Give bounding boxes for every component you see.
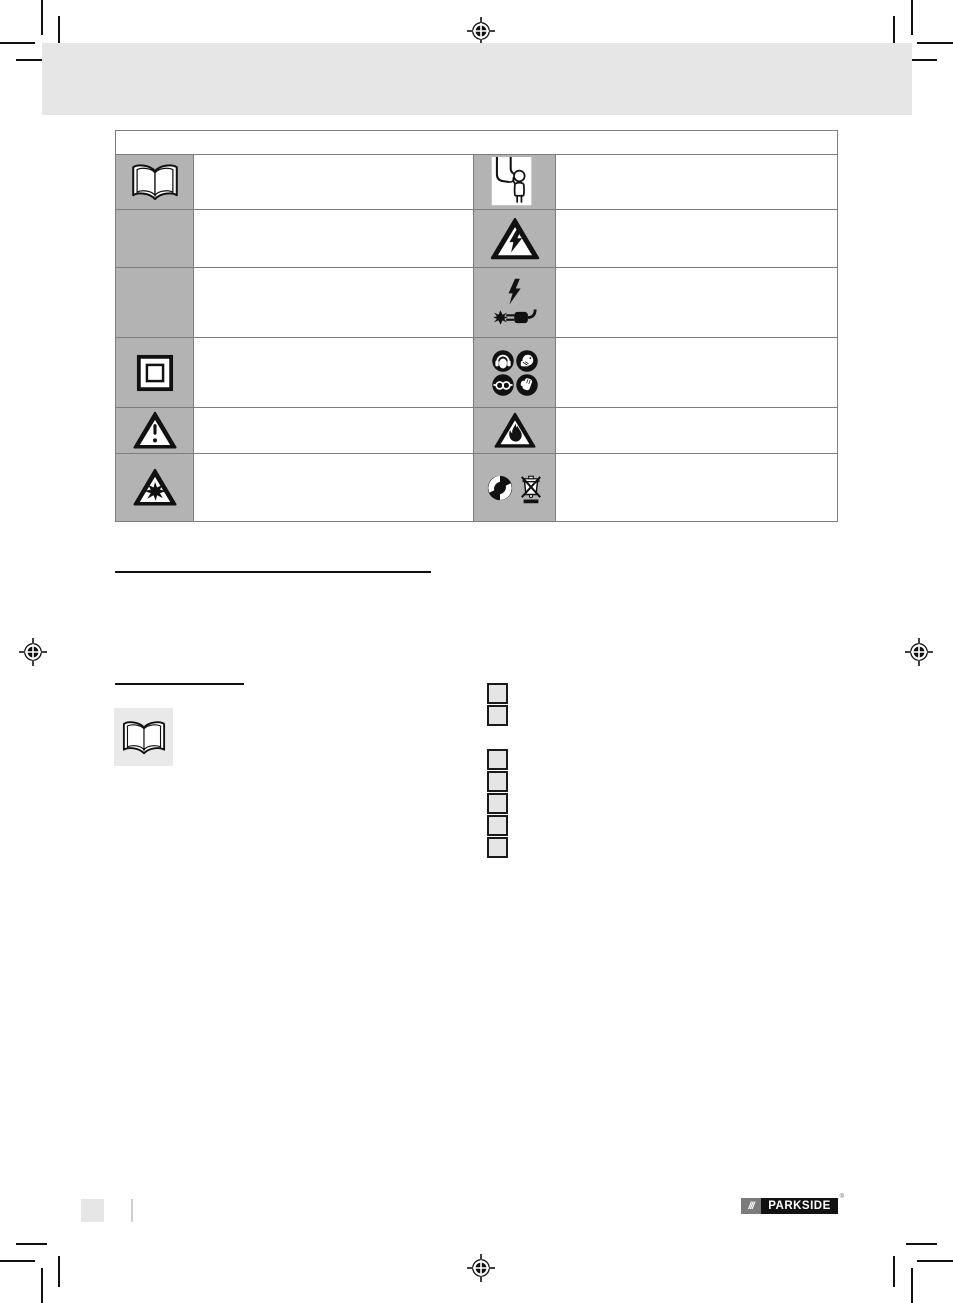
registration-mark-icon [904,637,934,667]
logo-slashes: /// [741,1198,761,1214]
trim-mark [893,1256,895,1287]
callout-square [487,837,508,858]
explosion-hazard-icon [132,467,178,508]
trim-mark [917,42,953,44]
manual-note-box [114,708,173,766]
protection-class-ii-icon [136,354,174,392]
symbol-cell-empty [116,210,194,268]
trim-mark [911,0,913,35]
trim-mark [58,1256,60,1287]
trim-mark [911,1268,913,1303]
symbol-cell-fire-hazard [474,408,556,454]
section-heading-rule [115,571,431,573]
registration-mark-icon [466,16,496,46]
weee-crossed-bin-icon [519,472,543,504]
green-dot-icon [486,474,514,502]
footer-divider [131,1199,133,1222]
symbol-cell-ppe [474,338,556,408]
symbols-table [115,130,838,522]
symbol-cell-protection-class-2 [116,338,194,408]
protective-gloves-icon [516,374,538,396]
symbol-description [194,210,474,268]
trim-mark [41,0,43,35]
trim-mark [41,1268,43,1303]
trim-mark [906,1243,937,1245]
open-book-icon [121,718,167,757]
high-voltage-warning-icon [489,216,541,262]
symbol-description [556,155,837,210]
symbol-cell-empty [116,268,194,338]
callout-square [487,705,508,726]
symbols-table-header [116,131,837,155]
ppe-mandatory-icon [491,349,539,397]
page-number-box [81,1199,104,1222]
symbol-description [194,155,474,210]
registered-trademark-mark: ® [839,1194,844,1200]
symbol-cell-recycling [474,454,556,521]
callout-square [487,815,508,836]
symbol-cell-keep-children-away [474,155,556,210]
callout-square [487,749,508,770]
symbol-description [194,338,474,408]
callout-square [487,793,508,814]
symbol-description [556,454,837,521]
symbol-description [556,338,837,408]
symbol-cell-explosion-hazard [116,454,194,521]
symbol-description [556,268,837,338]
trim-mark [917,1260,953,1262]
trim-mark [16,1243,47,1245]
trim-mark [0,42,35,44]
registration-mark-icon [466,1253,496,1283]
symbol-description [556,210,837,268]
symbol-cell-damaged-cable [474,268,556,338]
keep-children-away-icon [484,157,546,207]
fire-hazard-icon [493,411,537,450]
logo-brand-text: PARKSIDE [761,1198,838,1214]
open-book-icon [130,161,180,203]
damaged-mains-cable-icon [490,277,540,329]
general-warning-icon [132,410,178,451]
symbol-cell-general-warning [116,408,194,454]
parkside-logo [741,1194,844,1214]
symbol-description [194,268,474,338]
ear-protection-icon [492,350,514,372]
callout-square [487,771,508,792]
symbol-description [194,408,474,454]
symbol-description [556,408,837,454]
symbol-cell-high-voltage [474,210,556,268]
title-band [42,43,912,115]
registration-mark-icon [18,637,48,667]
trim-mark [0,1260,35,1262]
symbol-cell-open-book [116,155,194,210]
subsection-heading-rule [115,683,244,685]
dust-mask-icon [516,350,538,372]
safety-goggles-icon [492,374,514,396]
symbol-description [194,454,474,521]
callout-square [487,683,508,704]
